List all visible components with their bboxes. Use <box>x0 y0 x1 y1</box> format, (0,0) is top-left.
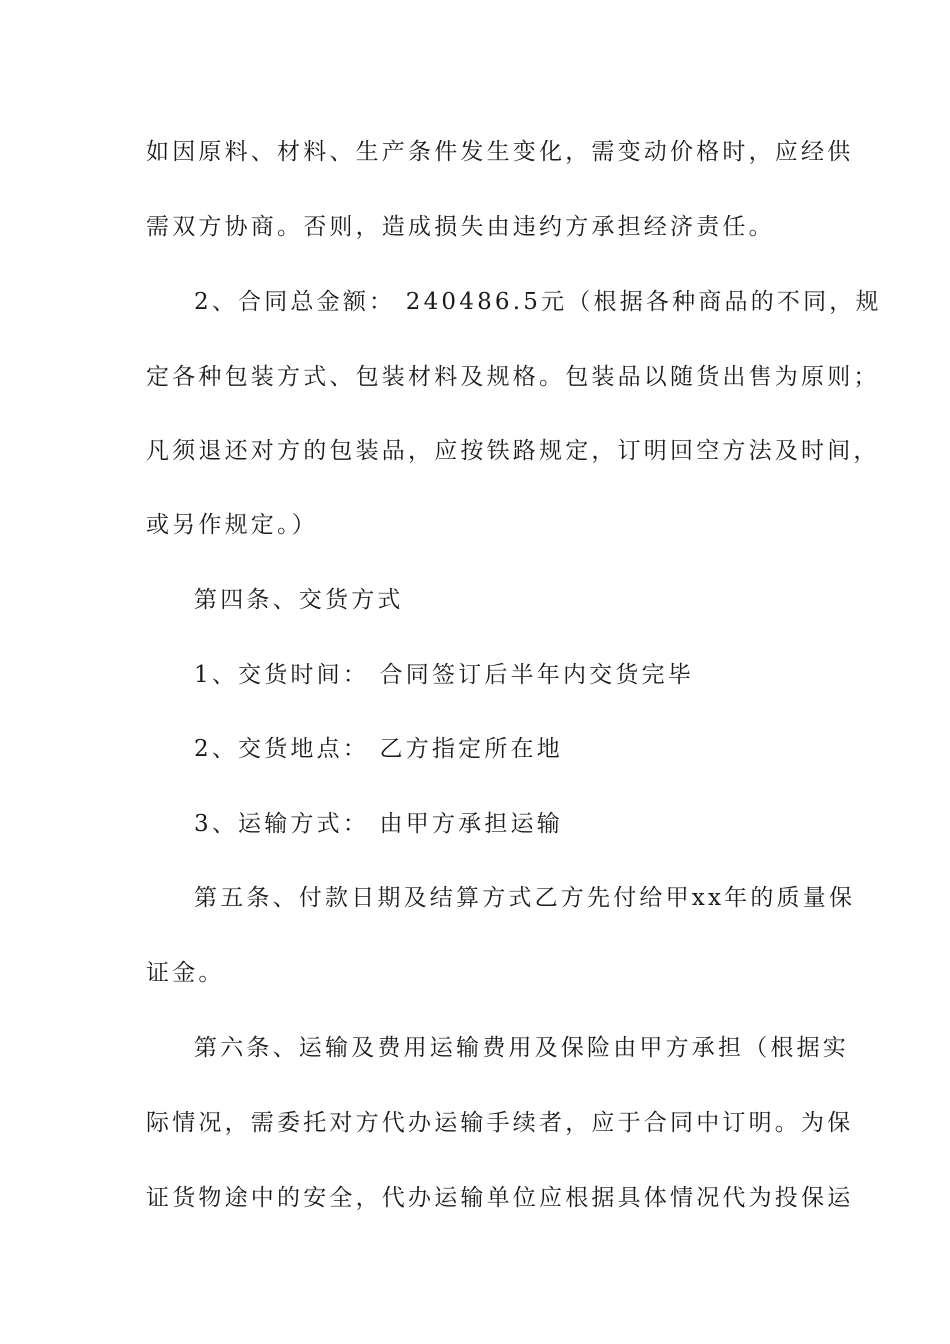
text-line: 或另作规定。） <box>146 512 318 538</box>
text-line: 第五条、付款日期及结算方式乙方先付给甲xx年的质量保 <box>194 885 856 911</box>
text-line: 需双方协商。否则，造成损失由违约方承担经济责任。 <box>146 214 775 240</box>
text-line: 际情况，需委托对方代办运输手续者，应于合同中订明。为保 <box>146 1110 854 1136</box>
text-line: 2、合同总金额： 240486.5元（根据各种商品的不同，规 <box>194 289 882 315</box>
text-line: 凡须退还对方的包装品，应按铁路规定，订明回空方法及时间， <box>146 438 880 464</box>
text-line: 证金。 <box>146 960 225 986</box>
text-line: 3、运输方式： 由甲方承担运输 <box>194 811 563 837</box>
section-heading: 第四条、交货方式 <box>194 587 404 613</box>
text-line: 2、交货地点： 乙方指定所在地 <box>194 736 563 762</box>
text-line: 如因原料、材料、生产条件发生变化，需变动价格时，应经供 <box>146 139 854 165</box>
text-line: 证货物途中的安全，代办运输单位应根据具体情况代为投保运 <box>146 1185 854 1211</box>
text-line: 1、交货时间： 合同签订后半年内交货完毕 <box>194 662 694 688</box>
text-line: 定各种包装方式、包装材料及规格。包装品以随货出售为原则； <box>146 364 880 390</box>
text-line: 第六条、运输及费用运输费用及保险由甲方承担（根据实 <box>194 1035 849 1061</box>
